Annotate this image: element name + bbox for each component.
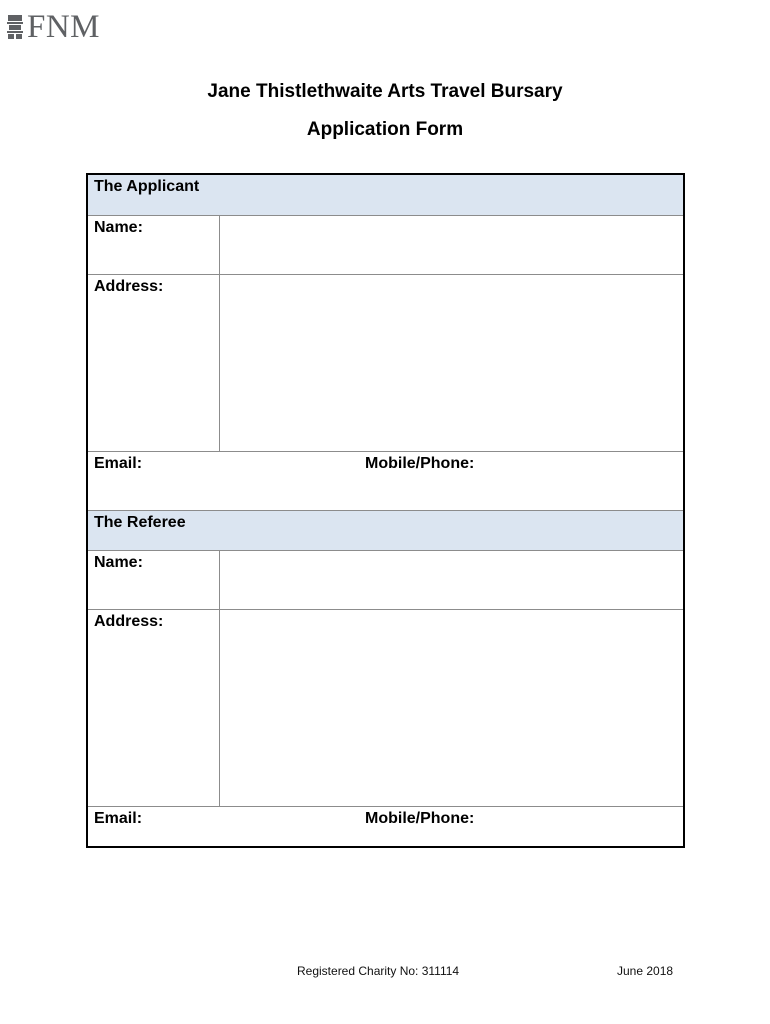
referee-name-row [88, 551, 683, 610]
referee-phone-label: Mobile/Phone: [365, 810, 475, 827]
applicant-name-row [88, 216, 683, 275]
referee-contact-row[interactable] [88, 807, 683, 846]
referee-name-label: Name: [94, 554, 143, 571]
applicant-address-field[interactable] [220, 275, 683, 451]
logo-text: FNM [27, 9, 101, 45]
referee-section-header [88, 511, 683, 551]
referee-heading: The Referee [94, 514, 186, 531]
applicant-heading: The Applicant [94, 178, 200, 195]
referee-name-field[interactable] [220, 551, 683, 609]
referee-address-row [88, 610, 683, 807]
applicant-name-label: Name: [94, 219, 143, 236]
applicant-address-row [88, 275, 683, 452]
applicant-address-label: Address: [94, 278, 164, 295]
applicant-phone-label: Mobile/Phone: [365, 455, 475, 472]
applicant-section-header [88, 175, 683, 216]
form-subtitle: Application Form [306, 119, 464, 140]
crest-icon [6, 14, 24, 40]
application-form [86, 173, 685, 848]
referee-address-field[interactable] [220, 610, 683, 806]
referee-email-label: Email: [94, 810, 143, 827]
fnm-logo [6, 10, 100, 44]
referee-address-label: Address: [94, 613, 164, 630]
applicant-email-label: Email: [94, 455, 143, 472]
applicant-name-field[interactable] [220, 216, 683, 274]
form-date: June 2018 [617, 964, 674, 978]
applicant-contact-row[interactable] [88, 452, 683, 511]
charity-number: Registered Charity No: 311114 [297, 964, 460, 978]
form-title: Jane Thistlethwaite Arts Travel Bursary [207, 81, 563, 102]
